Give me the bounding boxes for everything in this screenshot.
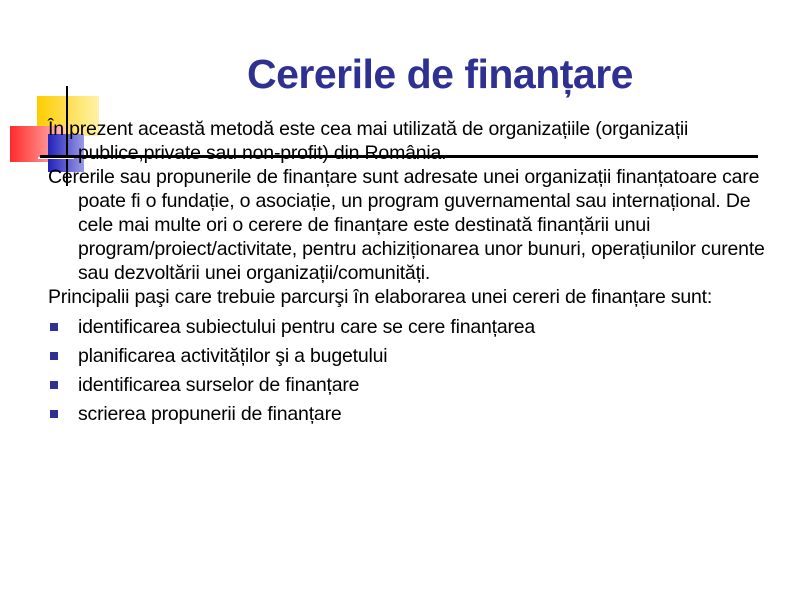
paragraph-steps-intro: Principalii paşi care trebuie parcurşi în elaborarea unei cereri de finanțare sunt: xyxy=(48,286,713,308)
square-bullet-icon xyxy=(50,352,58,360)
steps-list xyxy=(48,315,778,426)
list-item xyxy=(48,373,778,397)
square-bullet-icon xyxy=(50,381,58,389)
paragraph-intro: În prezent această metodă este cea mai utilizată de organizațiile (organizații publice,private sau non-profit) din România. xyxy=(48,118,689,164)
list-item xyxy=(48,315,778,339)
square-bullet-icon xyxy=(50,410,58,418)
slide-body xyxy=(48,117,778,431)
list-item-text: planificarea activităților şi a bugetului xyxy=(78,345,388,367)
slide-title: Cererile de finanțare xyxy=(247,51,633,97)
list-item-text: scrierea propunerii de finanțare xyxy=(78,403,342,425)
list-item xyxy=(48,344,778,368)
paragraph-definition: Cererile sau propunerile de finanțare sunt adresate unei organizații finanțatoare care poate fi o fundație, o asociație, un program guvernamental sau internațional. De cele mai multe ori o cerere de finanțare este destinată finanțării unui program/proiect/activitate, pentru achiziționarea unor bunuri, operațiunilor curente sau dezvoltării unei organizații/comunități. xyxy=(48,166,765,284)
square-bullet-icon xyxy=(50,323,58,331)
list-item-text: identificarea subiectului pentru care se cere finanțarea xyxy=(78,316,536,338)
list-item-text: identificarea surselor de finanțare xyxy=(78,374,360,396)
list-item xyxy=(48,402,778,426)
